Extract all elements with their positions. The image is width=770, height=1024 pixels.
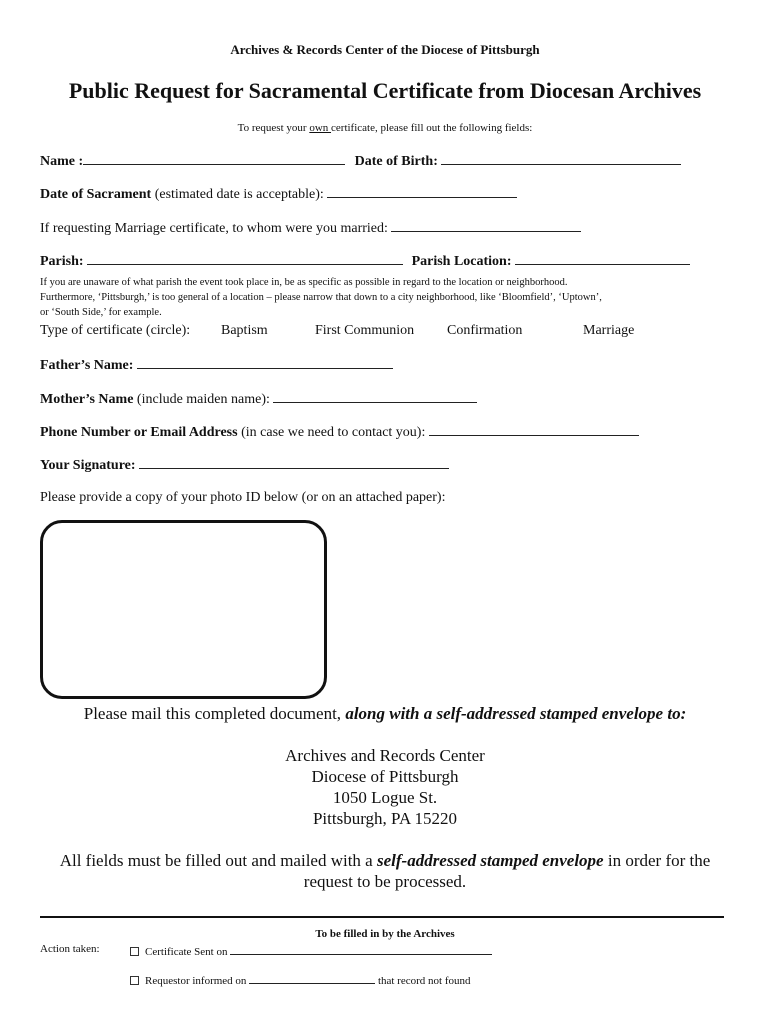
- organization-header: Archives & Records Center of the Diocese of Pittsburgh: [230, 42, 540, 57]
- sacrament-date-field[interactable]: [327, 185, 517, 198]
- archives-heading: To be filled in by the Archives: [315, 928, 455, 940]
- certificate-sent-date-field[interactable]: [230, 943, 492, 955]
- checkbox-icon[interactable]: [130, 976, 139, 985]
- parish-label: Parish:: [40, 254, 84, 269]
- father-field[interactable]: [137, 356, 393, 369]
- name-label: Name :: [40, 154, 84, 169]
- photo-id-instructions: Please provide a copy of your photo ID below (or on an attached paper):: [40, 490, 446, 505]
- parish-row: [40, 252, 690, 270]
- certificate-sent-label: Certificate Sent on: [145, 946, 228, 958]
- father-label: Father’s Name:: [40, 358, 134, 373]
- signature-label: Your Signature:: [40, 458, 136, 473]
- photo-id-box[interactable]: [40, 520, 327, 699]
- contact-row: [40, 423, 639, 441]
- sacrament-date-note: (estimated date is acceptable):: [151, 187, 324, 202]
- parish-location-label: Parish Location:: [411, 254, 512, 269]
- requestor-informed-label: Requestor informed on: [145, 975, 247, 987]
- section-divider: [40, 916, 724, 918]
- mail-instructions: Please mail this completed document, along with a self-addressed stamped envelope to:: [83, 704, 687, 723]
- type-option-marriage[interactable]: Marriage: [583, 323, 635, 338]
- name-field[interactable]: [83, 152, 345, 165]
- address-line: Archives and Records Center: [285, 746, 485, 765]
- sacrament-date-row: [40, 185, 517, 203]
- record-not-found-label: that record not found: [377, 975, 471, 987]
- dob-field[interactable]: [441, 152, 681, 165]
- contact-note: (in case we need to contact you):: [237, 425, 426, 440]
- type-option-confirmation[interactable]: Confirmation: [447, 323, 523, 338]
- mother-label: Mother’s Name: [40, 392, 134, 407]
- mother-field[interactable]: [273, 390, 477, 403]
- requestor-informed-date-field[interactable]: [249, 972, 375, 984]
- parish-location-field[interactable]: [515, 252, 690, 265]
- dob-label: Date of Birth:: [354, 154, 438, 169]
- parish-note: If you are unaware of what parish the event took place in, be as specific as possible in regard to the location or neighborhood. Furthermore, ‘Pittsburgh,’ is too general of a location – please narrow that down to a city neighborhood, like ‘Bloomfield’, ‘Uptown’, or ‘South Side,’ for example.: [40, 277, 602, 318]
- page-title: Public Request for Sacramental Certificate from Diocesan Archives: [68, 78, 702, 103]
- checkbox-icon[interactable]: [130, 947, 139, 956]
- instructions: To request your own certificate, please fill out the following fields:: [237, 122, 533, 134]
- address-line: 1050 Logue St.: [332, 788, 438, 807]
- parish-field[interactable]: [87, 252, 403, 265]
- signature-field[interactable]: [139, 456, 449, 469]
- sacrament-date-label: Date of Sacrament: [40, 187, 152, 202]
- contact-field[interactable]: [429, 423, 639, 436]
- marriage-row: [40, 219, 581, 237]
- type-option-baptism[interactable]: Baptism: [221, 323, 268, 338]
- marriage-label: If requesting Marriage certificate, to whom were you married:: [40, 221, 388, 236]
- spouse-field[interactable]: [391, 219, 581, 232]
- address-line: Diocese of Pittsburgh: [311, 767, 459, 786]
- action-certificate-sent: [130, 943, 492, 958]
- signature-row: [40, 456, 449, 474]
- mailing-address: [0, 745, 770, 829]
- contact-label: Phone Number or Email Address: [40, 425, 238, 440]
- action-record-not-found: [130, 972, 471, 987]
- action-taken-label: Action taken:: [40, 943, 100, 955]
- father-row: [40, 356, 393, 374]
- address-line: Pittsburgh, PA 15220: [312, 809, 458, 828]
- type-option-first-communion[interactable]: First Communion: [315, 323, 415, 338]
- mother-row: [40, 390, 477, 408]
- certificate-type-label: Type of certificate (circle):: [40, 323, 191, 338]
- name-row: [40, 152, 681, 170]
- mother-note: (include maiden name):: [133, 392, 270, 407]
- processing-notice: All fields must be filled out and mailed with a self-addressed stamped envelope in order for the request to be processed.: [59, 851, 711, 891]
